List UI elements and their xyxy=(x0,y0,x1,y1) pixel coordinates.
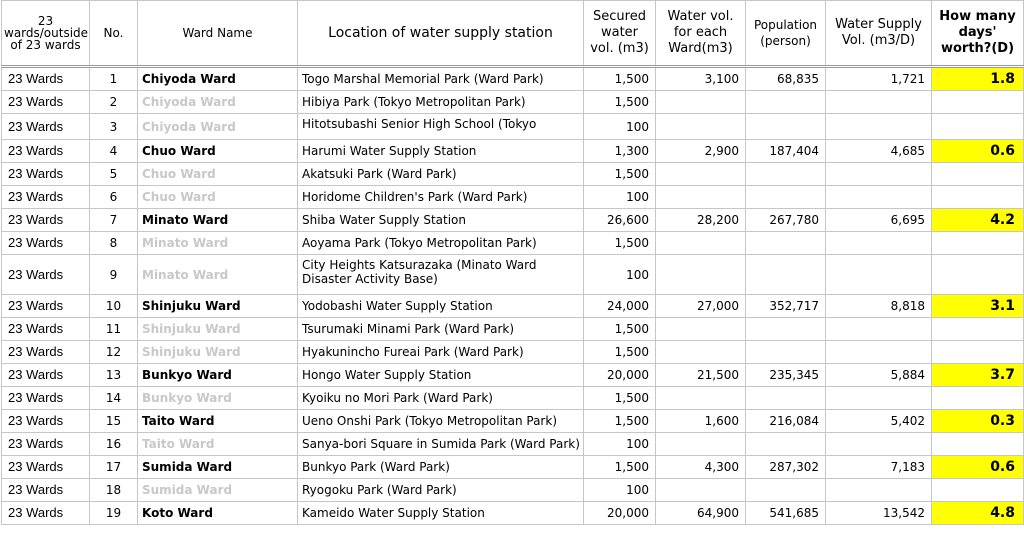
supply-volume-cell[interactable]: 13,542 xyxy=(826,502,932,525)
location-cell[interactable]: Hyakunincho Fureai Park (Ward Park) xyxy=(298,341,584,364)
population-cell[interactable] xyxy=(746,318,826,341)
supply-volume-cell[interactable] xyxy=(826,186,932,209)
no-cell[interactable]: 14 xyxy=(90,387,138,410)
ward-volume-cell[interactable] xyxy=(656,232,746,255)
ward-volume-cell[interactable] xyxy=(656,255,746,295)
table-row xyxy=(2,502,1024,525)
days-worth-cell[interactable]: 4.8 xyxy=(932,502,1024,525)
table-row xyxy=(2,318,1024,341)
secured-volume-cell[interactable]: 1,500 xyxy=(584,163,656,186)
supply-volume-cell[interactable]: 7,183 xyxy=(826,456,932,479)
location-cell[interactable]: Harumi Water Supply Station xyxy=(298,140,584,163)
table-row xyxy=(2,295,1024,318)
location-cell[interactable]: Akatsuki Park (Ward Park) xyxy=(298,163,584,186)
population-cell[interactable]: 267,780 xyxy=(746,209,826,232)
secured-volume-cell[interactable]: 26,600 xyxy=(584,209,656,232)
col-header-area[interactable]: 23 wards/outside of 23 wards xyxy=(2,1,90,67)
no-cell[interactable]: 6 xyxy=(90,186,138,209)
ward-name-cell[interactable]: Minato Ward xyxy=(138,255,298,295)
location-cell[interactable]: Ueno Onshi Park (Tokyo Metropolitan Park) xyxy=(298,410,584,433)
table-row xyxy=(2,387,1024,410)
col-header-ward[interactable]: Ward Name xyxy=(138,1,298,67)
location-cell[interactable]: Hitotsubashi Senior High School (Tokyo xyxy=(298,114,584,140)
table-row xyxy=(2,364,1024,387)
supply-volume-cell[interactable]: 6,695 xyxy=(826,209,932,232)
no-cell[interactable]: 17 xyxy=(90,456,138,479)
no-cell[interactable]: 9 xyxy=(90,255,138,295)
area-cell[interactable]: 23 Wards xyxy=(2,255,90,295)
header-row xyxy=(2,1,1024,67)
secured-volume-cell[interactable]: 100 xyxy=(584,433,656,456)
area-cell[interactable]: 23 Wards xyxy=(2,209,90,232)
ward-volume-cell[interactable]: 21,500 xyxy=(656,364,746,387)
population-cell[interactable]: 541,685 xyxy=(746,502,826,525)
ward-name-cell[interactable]: Shinjuku Ward xyxy=(138,318,298,341)
ward-volume-cell[interactable]: 3,100 xyxy=(656,67,746,91)
population-cell[interactable] xyxy=(746,341,826,364)
supply-volume-cell[interactable]: 5,402 xyxy=(826,410,932,433)
ward-volume-cell[interactable] xyxy=(656,387,746,410)
days-worth-cell[interactable]: 0.3 xyxy=(932,410,1024,433)
ward-name-cell[interactable]: Sumida Ward xyxy=(138,456,298,479)
supply-volume-cell[interactable] xyxy=(826,318,932,341)
population-cell[interactable]: 216,084 xyxy=(746,410,826,433)
population-cell[interactable]: 235,345 xyxy=(746,364,826,387)
supply-volume-cell[interactable] xyxy=(826,114,932,140)
col-header-location[interactable]: Location of water supply station xyxy=(298,1,584,67)
supply-volume-cell[interactable] xyxy=(826,255,932,295)
secured-volume-cell[interactable]: 1,500 xyxy=(584,67,656,91)
location-cell[interactable]: Hibiya Park (Tokyo Metropolitan Park) xyxy=(298,91,584,114)
days-worth-cell[interactable] xyxy=(932,232,1024,255)
area-cell[interactable]: 23 Wards xyxy=(2,91,90,114)
supply-volume-cell[interactable] xyxy=(826,163,932,186)
days-worth-cell[interactable]: 0.6 xyxy=(932,456,1024,479)
no-cell[interactable]: 12 xyxy=(90,341,138,364)
location-cell[interactable]: Aoyama Park (Tokyo Metropolitan Park) xyxy=(298,232,584,255)
area-cell[interactable]: 23 Wards xyxy=(2,502,90,525)
population-cell[interactable]: 187,404 xyxy=(746,140,826,163)
table-row xyxy=(2,186,1024,209)
col-header-each-ward[interactable]: Water vol. for each Ward(m3) xyxy=(656,1,746,67)
secured-volume-cell[interactable]: 100 xyxy=(584,114,656,140)
secured-volume-cell[interactable]: 1,500 xyxy=(584,232,656,255)
location-cell[interactable]: Kyoiku no Mori Park (Ward Park) xyxy=(298,387,584,410)
location-cell[interactable]: Shiba Water Supply Station xyxy=(298,209,584,232)
ward-volume-cell[interactable] xyxy=(656,318,746,341)
secured-volume-cell[interactable]: 100 xyxy=(584,186,656,209)
location-cell[interactable]: City Heights Katsurazaka (Minato Ward Disaster Activity Base) xyxy=(298,255,584,295)
ward-name-cell[interactable]: Bunkyo Ward xyxy=(138,387,298,410)
no-cell[interactable]: 15 xyxy=(90,410,138,433)
table-row xyxy=(2,114,1024,140)
ward-name-cell[interactable]: Chuo Ward xyxy=(138,163,298,186)
area-cell[interactable]: 23 Wards xyxy=(2,232,90,255)
secured-volume-cell[interactable]: 100 xyxy=(584,255,656,295)
water-supply-table xyxy=(1,0,1024,525)
ward-volume-cell[interactable]: 2,900 xyxy=(656,140,746,163)
table-row xyxy=(2,433,1024,456)
population-cell[interactable] xyxy=(746,163,826,186)
secured-volume-cell[interactable]: 20,000 xyxy=(584,364,656,387)
table-row xyxy=(2,410,1024,433)
supply-volume-cell[interactable]: 4,685 xyxy=(826,140,932,163)
population-cell[interactable] xyxy=(746,186,826,209)
area-cell[interactable]: 23 Wards xyxy=(2,364,90,387)
ward-name-cell[interactable]: Chiyoda Ward xyxy=(138,67,298,91)
no-cell[interactable]: 7 xyxy=(90,209,138,232)
supply-volume-cell[interactable] xyxy=(826,91,932,114)
area-cell[interactable]: 23 Wards xyxy=(2,186,90,209)
ward-name-cell[interactable]: Chuo Ward xyxy=(138,186,298,209)
no-cell[interactable]: 18 xyxy=(90,479,138,502)
secured-volume-cell[interactable]: 1,500 xyxy=(584,91,656,114)
location-cell[interactable]: Horidome Children's Park (Ward Park) xyxy=(298,186,584,209)
supply-volume-cell[interactable] xyxy=(826,433,932,456)
area-cell[interactable]: 23 Wards xyxy=(2,318,90,341)
location-cell[interactable]: Sanya-bori Square in Sumida Park (Ward Park) xyxy=(298,433,584,456)
table-row xyxy=(2,341,1024,364)
population-cell[interactable]: 287,302 xyxy=(746,456,826,479)
table-row xyxy=(2,209,1024,232)
area-cell[interactable]: 23 Wards xyxy=(2,140,90,163)
location-cell[interactable]: Bunkyo Park (Ward Park) xyxy=(298,456,584,479)
supply-volume-cell[interactable] xyxy=(826,479,932,502)
supply-volume-cell[interactable]: 5,884 xyxy=(826,364,932,387)
ward-volume-cell[interactable]: 4,300 xyxy=(656,456,746,479)
ward-volume-cell[interactable] xyxy=(656,433,746,456)
supply-volume-cell[interactable] xyxy=(826,341,932,364)
days-worth-cell[interactable] xyxy=(932,318,1024,341)
days-worth-cell[interactable]: 3.7 xyxy=(932,364,1024,387)
col-header-days[interactable]: How many days' worth?(D) xyxy=(932,1,1024,67)
supply-volume-cell[interactable]: 1,721 xyxy=(826,67,932,91)
population-cell[interactable] xyxy=(746,114,826,140)
ward-name-cell[interactable]: Taito Ward xyxy=(138,433,298,456)
ward-name-cell[interactable]: Minato Ward xyxy=(138,232,298,255)
secured-volume-cell[interactable]: 1,300 xyxy=(584,140,656,163)
days-worth-cell[interactable] xyxy=(932,255,1024,295)
location-cell[interactable]: Ryogoku Park (Ward Park) xyxy=(298,479,584,502)
col-header-no[interactable]: No. xyxy=(90,1,138,67)
table-row xyxy=(2,163,1024,186)
ward-volume-cell[interactable] xyxy=(656,91,746,114)
area-cell[interactable]: 23 Wards xyxy=(2,67,90,91)
secured-volume-cell[interactable]: 1,500 xyxy=(584,341,656,364)
ward-volume-cell[interactable] xyxy=(656,341,746,364)
days-worth-cell[interactable] xyxy=(932,114,1024,140)
area-cell[interactable]: 23 Wards xyxy=(2,163,90,186)
days-worth-cell[interactable] xyxy=(932,433,1024,456)
days-worth-cell[interactable]: 3.1 xyxy=(932,295,1024,318)
days-worth-cell[interactable]: 1.8 xyxy=(932,67,1024,91)
location-cell[interactable]: Togo Marshal Memorial Park (Ward Park) xyxy=(298,67,584,91)
table-row xyxy=(2,232,1024,255)
location-cell[interactable]: Yodobashi Water Supply Station xyxy=(298,295,584,318)
area-cell[interactable]: 23 Wards xyxy=(2,114,90,140)
ward-name-cell[interactable]: Chuo Ward xyxy=(138,140,298,163)
days-worth-cell[interactable] xyxy=(932,163,1024,186)
ward-volume-cell[interactable]: 1,600 xyxy=(656,410,746,433)
secured-volume-cell[interactable]: 20,000 xyxy=(584,502,656,525)
ward-name-cell[interactable]: Bunkyo Ward xyxy=(138,364,298,387)
days-worth-cell[interactable] xyxy=(932,387,1024,410)
table-row xyxy=(2,91,1024,114)
no-cell[interactable]: 4 xyxy=(90,140,138,163)
area-cell[interactable]: 23 Wards xyxy=(2,410,90,433)
ward-name-cell[interactable]: Shinjuku Ward xyxy=(138,295,298,318)
no-cell[interactable]: 3 xyxy=(90,114,138,140)
col-header-population[interactable]: Population (person) xyxy=(746,1,826,67)
ward-name-cell[interactable]: Koto Ward xyxy=(138,502,298,525)
days-worth-cell[interactable]: 4.2 xyxy=(932,209,1024,232)
area-cell[interactable]: 23 Wards xyxy=(2,387,90,410)
table-row xyxy=(2,140,1024,163)
days-worth-cell[interactable] xyxy=(932,341,1024,364)
table-row xyxy=(2,255,1024,295)
ward-name-cell[interactable]: Chiyoda Ward xyxy=(138,91,298,114)
no-cell[interactable]: 8 xyxy=(90,232,138,255)
population-cell[interactable] xyxy=(746,387,826,410)
secured-volume-cell[interactable]: 1,500 xyxy=(584,410,656,433)
area-cell[interactable]: 23 Wards xyxy=(2,295,90,318)
secured-volume-cell[interactable]: 100 xyxy=(584,479,656,502)
area-cell[interactable]: 23 Wards xyxy=(2,433,90,456)
ward-name-cell[interactable]: Taito Ward xyxy=(138,410,298,433)
secured-volume-cell[interactable]: 1,500 xyxy=(584,387,656,410)
ward-name-cell[interactable]: Chiyoda Ward xyxy=(138,114,298,140)
location-cell[interactable]: Hongo Water Supply Station xyxy=(298,364,584,387)
no-cell[interactable]: 11 xyxy=(90,318,138,341)
population-cell[interactable] xyxy=(746,255,826,295)
no-cell[interactable]: 1 xyxy=(90,67,138,91)
supply-volume-cell[interactable]: 8,818 xyxy=(826,295,932,318)
days-worth-cell[interactable]: 0.6 xyxy=(932,140,1024,163)
ward-name-cell[interactable]: Shinjuku Ward xyxy=(138,341,298,364)
location-cell[interactable]: Kameido Water Supply Station xyxy=(298,502,584,525)
area-cell[interactable]: 23 Wards xyxy=(2,456,90,479)
population-cell[interactable]: 352,717 xyxy=(746,295,826,318)
secured-volume-cell[interactable]: 1,500 xyxy=(584,456,656,479)
population-cell[interactable] xyxy=(746,91,826,114)
ward-volume-cell[interactable]: 27,000 xyxy=(656,295,746,318)
ward-volume-cell[interactable]: 28,200 xyxy=(656,209,746,232)
location-cell[interactable]: Tsurumaki Minami Park (Ward Park) xyxy=(298,318,584,341)
no-cell[interactable]: 13 xyxy=(90,364,138,387)
ward-volume-cell[interactable] xyxy=(656,163,746,186)
col-header-secured[interactable]: Secured water vol. (m3) xyxy=(584,1,656,67)
area-cell[interactable]: 23 Wards xyxy=(2,479,90,502)
supply-volume-cell[interactable] xyxy=(826,232,932,255)
no-cell[interactable]: 10 xyxy=(90,295,138,318)
days-worth-cell[interactable] xyxy=(932,186,1024,209)
days-worth-cell[interactable] xyxy=(932,479,1024,502)
secured-volume-cell[interactable]: 1,500 xyxy=(584,318,656,341)
table-row xyxy=(2,479,1024,502)
ward-volume-cell[interactable] xyxy=(656,186,746,209)
no-cell[interactable]: 5 xyxy=(90,163,138,186)
no-cell[interactable]: 16 xyxy=(90,433,138,456)
no-cell[interactable]: 2 xyxy=(90,91,138,114)
population-cell[interactable] xyxy=(746,232,826,255)
table-body xyxy=(2,67,1024,525)
table-row xyxy=(2,456,1024,479)
col-header-supply[interactable]: Water Supply Vol. (m3/D) xyxy=(826,1,932,67)
area-cell[interactable]: 23 Wards xyxy=(2,341,90,364)
ward-volume-cell[interactable]: 64,900 xyxy=(656,502,746,525)
table-row xyxy=(2,67,1024,91)
days-worth-cell[interactable] xyxy=(932,91,1024,114)
ward-name-cell[interactable]: Sumida Ward xyxy=(138,479,298,502)
no-cell[interactable]: 19 xyxy=(90,502,138,525)
ward-volume-cell[interactable] xyxy=(656,114,746,140)
population-cell[interactable] xyxy=(746,479,826,502)
population-cell[interactable]: 68,835 xyxy=(746,67,826,91)
population-cell[interactable] xyxy=(746,433,826,456)
ward-volume-cell[interactable] xyxy=(656,479,746,502)
secured-volume-cell[interactable]: 24,000 xyxy=(584,295,656,318)
ward-name-cell[interactable]: Minato Ward xyxy=(138,209,298,232)
supply-volume-cell[interactable] xyxy=(826,387,932,410)
